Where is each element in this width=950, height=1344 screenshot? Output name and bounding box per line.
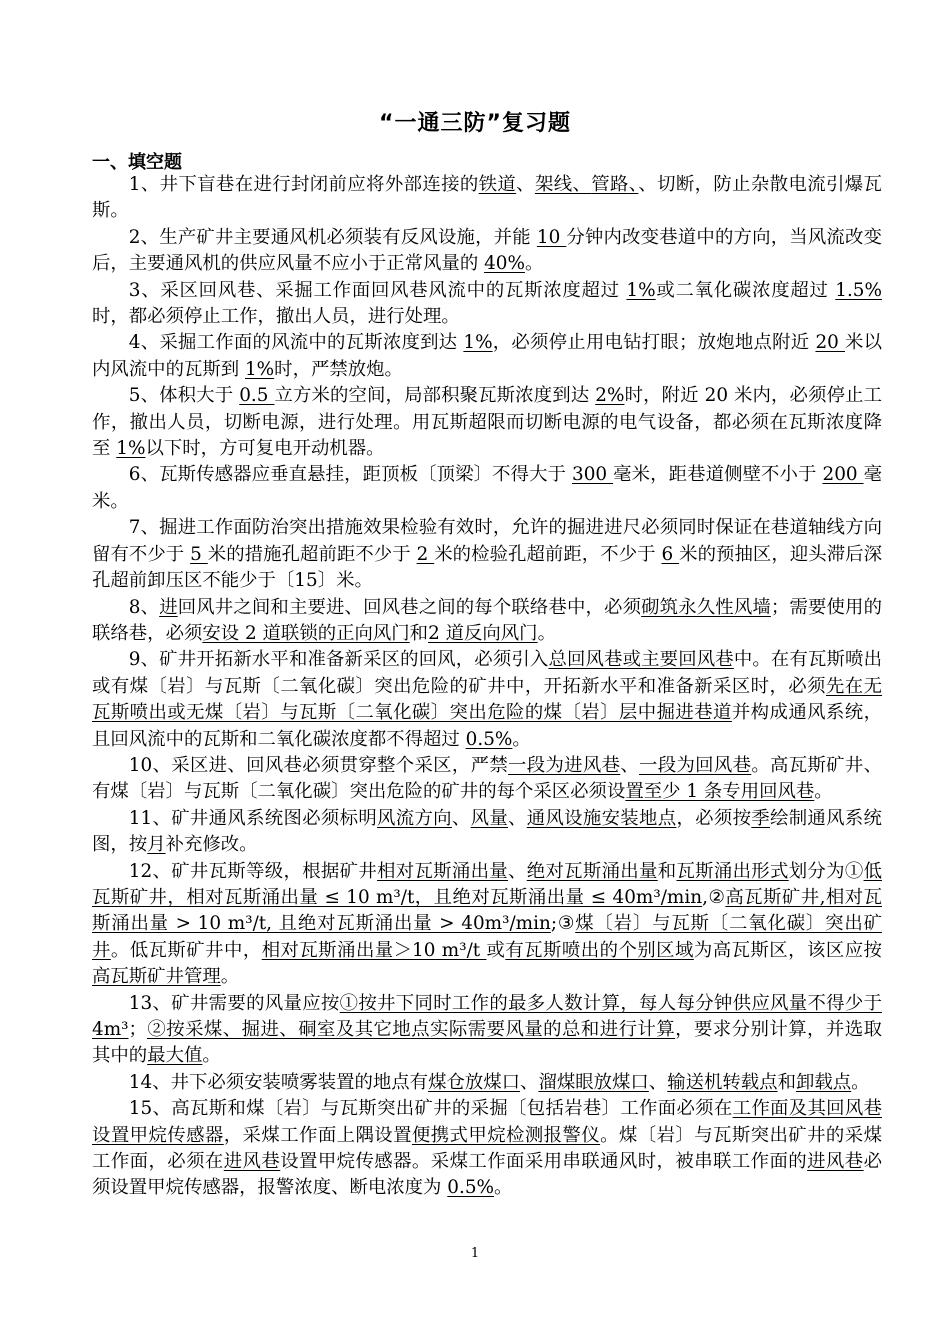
- question-11: 11、矿井通风系统图必须标明风流方向、风量、通风设施安装地点，必须按季绘制通风系统图，按月补充修改。: [92, 807, 882, 856]
- question-15: 15、高瓦斯和煤〔岩〕与瓦斯突出矿井的采掘〔包括岩巷〕工作面必须在工作面及其回风巷设置甲烷传感器，采煤工作面上隅设置便携式甲烷检测报警仪。煤〔岩〕与瓦斯突出矿井的采煤工作面，必须在进风巷设置甲烷传感器。采煤工作面采用串联通风时，被串联工作面的进风巷必须设置甲烷传感器，报警浓度、断电浓度为 0.5%。: [92, 1098, 882, 1199]
- section-heading: 一、填空题: [92, 152, 182, 173]
- question-14: 14、井下必须安装喷雾装置的地点有煤仓放煤口、溜煤眼放煤口、输送机转载点和卸载点。: [128, 1071, 870, 1093]
- question-list: [92, 172, 882, 1202]
- document-title: “一通三防”复习题: [379, 111, 571, 136]
- question-3: 3、采区回风巷、采掘工作面回风巷风流中的瓦斯浓度超过 1%或二氧化碳浓度超过 1.5%时，都必须停止工作，撤出人员，进行处理。: [92, 279, 882, 328]
- question-6: 6、瓦斯传感器应垂直悬挂，距顶板〔顶梁〕不得大于 300 毫米，距巷道侧壁不小于 200 毫米。: [92, 464, 882, 512]
- question-7: 7、掘进工作面防治突出措施效果检验有效时，允许的掘进进尺必须同时保证在巷道轴线方向留有不少于 5 米的措施孔超前距不少于 2 米的检验孔超前距，不少于 6 米的预抽区，迎头滞后深孔超前卸压区不能少于〔15〕米。: [92, 517, 882, 592]
- question-1: 1、井下盲巷在进行封闭前应将外部连接的铁道、架线、管路、、切断，防止杂散电流引爆瓦斯。: [92, 174, 882, 222]
- question-12: 12、矿井瓦斯等级，根据矿井相对瓦斯涌出量、绝对瓦斯涌出量和瓦斯涌出形式划分为①低瓦斯矿井，相对瓦斯涌出量 ≤ 10 m³/t，且绝对瓦斯涌出量 ≤ 40m³/min,②高瓦斯矿井,相对瓦斯涌出量 > 10 m³/t, 且绝对瓦斯涌出量 > 40m³/min;③煤〔岩〕与瓦斯〔二氧化碳〕突出矿井。低瓦斯矿井中，相对瓦斯涌出量＞10 m³/t 或有瓦斯喷出的个别区域为高瓦斯区，该区应按高瓦斯矿井管理。: [92, 860, 883, 988]
- question-5: 5、体积大于 0.5 立方米的空间，局部积聚瓦斯浓度到达 2%时，附近 20 米内，必须停止工作，撤出人员，切断电源，进行处理。用瓦斯超限而切断电源的电气设备，都必须在瓦斯浓度降至 1%以下时，方可复电开动机器。: [92, 385, 883, 460]
- question-2: 2、生产矿井主要通风机必须装有反风设施，并能 10 分钟内改变巷道中的方向，当风流改变后，主要通风机的供应风量不应小于正常风量的 40%。: [92, 226, 882, 275]
- question-4: 4、采掘工作面的风流中的瓦斯浓度到达 1%，必须停止用电钻打眼；放炮地点附近 20 米以内风流中的瓦斯到 1%时，严禁放炮。: [92, 332, 882, 380]
- question-8: 8、进回风井之间和主要进、回风巷之间的每个联络巷中，必须砌筑永久性风墙；需要使用的联络巷，必须安设 2 道联锁的正向风门和2 道反向风门。: [92, 596, 882, 644]
- page-number: 1: [470, 1246, 480, 1261]
- question-10: 10、采区进、回风巷必须贯穿整个采区，严禁一段为进风巷、一段为回风巷。高瓦斯矿井、有煤〔岩〕与瓦斯〔二氧化碳〕突出危险的矿井的每个采区必须设置至少 1 条专用回风巷。: [92, 754, 882, 803]
- question-9: 9、矿井开拓新水平和准备新采区的回风，必须引入总回风巷或主要回风巷中。在有瓦斯喷出或有煤〔岩〕与瓦斯〔二氧化碳〕突出危险的矿井中，开拓新水平和准备新采区时，必须先在无瓦斯喷出或无煤〔岩〕与瓦斯〔二氧化碳〕突出危险的煤〔岩〕层中掘进巷道并构成通风系统，且回风流中的瓦斯和二氧化碳浓度都不得超过 0.5%。: [92, 649, 882, 750]
- question-13: 13、矿井需要的风量应按①按井下同时工作的最多人数计算，每人每分钟供应风量不得少于 4m³；②按采煤、掘进、硐室及其它地点实际需要风量的总和进行计算，要求分别计算，并选取其中的最大值。: [92, 992, 882, 1067]
